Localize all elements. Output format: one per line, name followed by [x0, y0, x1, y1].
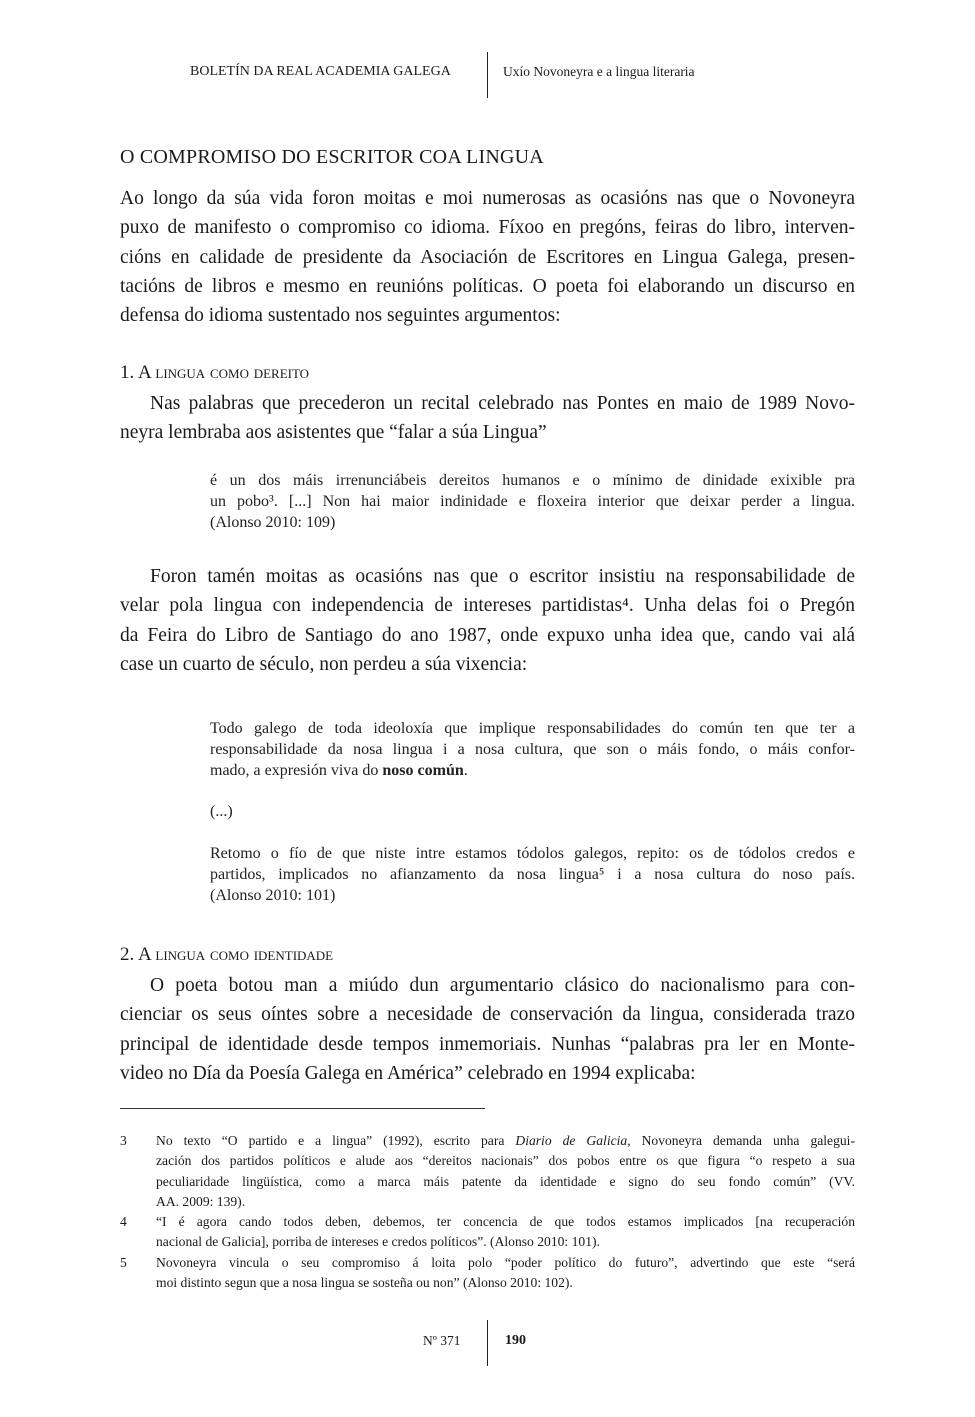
block-quote [210, 844, 855, 906]
footnote-text [156, 1212, 855, 1253]
footnote-rule [120, 1108, 485, 1109]
issue-number: Nº 371 [423, 1333, 461, 1348]
text-line: neyra lembraba aos asistentes que “falar a súa Lingua” [120, 422, 547, 444]
text-line: (Alonso 2010: 101) [210, 886, 336, 904]
text-line: (...) [210, 803, 233, 820]
footnote [120, 1212, 855, 1253]
footnotes [120, 1131, 855, 1293]
text-line: da Feira do Libro de Santiago do ano 1987, onde expuxo unha idea que, cando vai alá [120, 624, 855, 646]
footnote-number: 3 [120, 1133, 127, 1148]
text-line: Ao longo da súa vida foron moitas e moi numerosas as ocasións nas que o Novoneyra [120, 188, 855, 209]
text-line: partidos, implicados no afianzamento da nosa lingua⁵ i a nosa cultura do noso país. [210, 865, 855, 883]
footer-divider [487, 1320, 488, 1366]
text-line: Nas palabras que precederon un recital celebrado nas Pontes en maio de 1989 Novo- [150, 393, 855, 414]
text-line: nacional de Galicia], porriba de intereses e credos políticos”. (Alonso 2010: 101). [156, 1234, 600, 1250]
footnote [120, 1131, 855, 1212]
footnote-text [156, 1253, 855, 1294]
paragraph [120, 971, 855, 1088]
text-line: peculiaridade lingüística, como a marca máis patente da identidade e signo do seu fondo común” (VV. [156, 1173, 855, 1189]
text-segment: mado, a expresión viva do [210, 761, 383, 779]
text-line: “I é agora cando todos deben, debemos, ter concencia de que todos estamos implicados [na recuperación [156, 1214, 855, 1230]
text-line [210, 761, 855, 782]
text-line: puxo de manifesto o compromiso co idioma. Fíxoo en pregóns, feiras do libro, interven- [120, 217, 855, 239]
text-segment: . [463, 761, 468, 779]
text-segment: No texto “O partido e a lingua” (1992), escrito para [156, 1133, 516, 1148]
text-line: principal de identidade desde tempos inmemoriais. Nunhas “palabras pra ler en Monte- [120, 1033, 855, 1055]
text-segment: , Novoneyra demanda unha galegui- [627, 1133, 855, 1148]
footnote [120, 1253, 855, 1294]
header-divider [487, 52, 488, 98]
footnote-text [156, 1131, 855, 1212]
page-number: 190 [505, 1333, 526, 1348]
text-line: é un dos máis irrenunciábeis dereitos humanos e o mínimo de dinidade exixible pra [210, 472, 855, 489]
paragraph [120, 184, 855, 330]
paragraph [120, 562, 855, 679]
text-line: Novoneyra vincula o seu compromiso á loita polo “poder político do futuro”, advertindo que este “será [156, 1254, 855, 1270]
text-line: Retomo o fío de que niste intre estamos tódolos galegos, repito: os de tódolos credos e [210, 845, 855, 862]
text-line: velar pola lingua con independencia de intereses partidistas⁴. Unha delas foi o Pregón [120, 595, 855, 617]
text-line: case un cuarto de século, non perdeu a súa vixencia: [120, 653, 528, 675]
text-line: AA. 2009: 139). [156, 1193, 246, 1209]
text-line: (Alonso 2010: 109) [210, 513, 336, 531]
italic-text: Diario de Galicia [515, 1133, 628, 1148]
text-line: Todo galego de toda ideoloxía que implique responsabilidades do común ten que ter a [210, 720, 855, 737]
text-line [156, 1131, 855, 1151]
text-line: responsabilidade da nosa lingua i a nosa cultura, que son o máis fondo, o máis confor- [210, 740, 855, 758]
text-line: zación dos partidos políticos e alude aos “dereitos nacionais” dos pobos entre os que figura “o respeto a sua [156, 1153, 855, 1169]
text-line: Foron tamén moitas as ocasións nas que o escritor insistiu na responsabilidade de [150, 566, 855, 587]
footnote-number: 5 [120, 1254, 127, 1270]
text-line: O poeta botou man a miúdo dun argumentario clásico do nacionalismo para con- [150, 975, 855, 996]
paragraph [120, 389, 855, 448]
block-quote [210, 471, 855, 533]
text-line: un pobo³. [...] Non hai maior indinidade e floxeira interior que deixar perder a lingua. [210, 492, 855, 510]
article-title: Uxío Novoneyra e a lingua literaria [503, 64, 695, 79]
text-line: moi distinto segun que a nosa lingua se sosteña ou non” (Alonso 2010: 102). [156, 1275, 573, 1291]
footnote-number: 4 [120, 1214, 127, 1230]
text-line: cións en calidade de presidente da Asociación de Escritores en Lingua Galega, presen- [120, 246, 855, 268]
block-quote-ellipsis [210, 802, 855, 823]
section-title: O COMPROMISO DO ESCRITOR COA LINGUA [120, 146, 544, 168]
journal-title: BOLETÍN DA REAL ACADEMIA GALEGA [190, 64, 451, 79]
text-line: cienciar os seus oíntes sobre a necesidade de conservación da lingua, considerada trazo [120, 1004, 855, 1026]
block-quote [210, 719, 855, 781]
subsection-heading: 1. A lingua como dereito [120, 362, 310, 383]
bold-text: noso común [382, 761, 464, 779]
text-line: video no Día da Poesía Galega en América” celebrado en 1994 explicaba: [120, 1062, 696, 1084]
text-line: defensa do idioma sustentado nos seguintes argumentos: [120, 305, 561, 327]
text-line: tacións de libros e mesmo en reunións políticas. O poeta foi elaborando un discurso en [120, 275, 855, 297]
subsection-heading: 2. A lingua como identidade [120, 944, 334, 965]
